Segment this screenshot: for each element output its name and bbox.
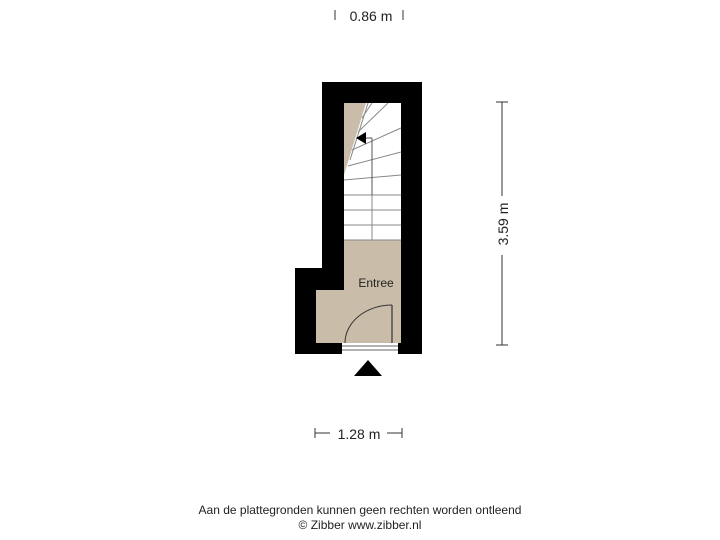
bottom-dimension	[315, 426, 402, 442]
height-label: 3.59 m	[495, 202, 511, 246]
disclaimer-text: Aan de plattegronden kunnen geen rechten worden ontleend	[198, 503, 522, 517]
copyright-text: © Zibber www.zibber.nl	[298, 518, 422, 532]
height-dimension	[495, 102, 511, 345]
top-width-label: 0.86 m	[349, 8, 393, 24]
entrance-arrow-icon	[354, 360, 382, 376]
top-dimension	[335, 8, 403, 24]
room-label-entree: Entree	[358, 276, 394, 290]
bottom-width-label: 1.28 m	[337, 426, 381, 442]
